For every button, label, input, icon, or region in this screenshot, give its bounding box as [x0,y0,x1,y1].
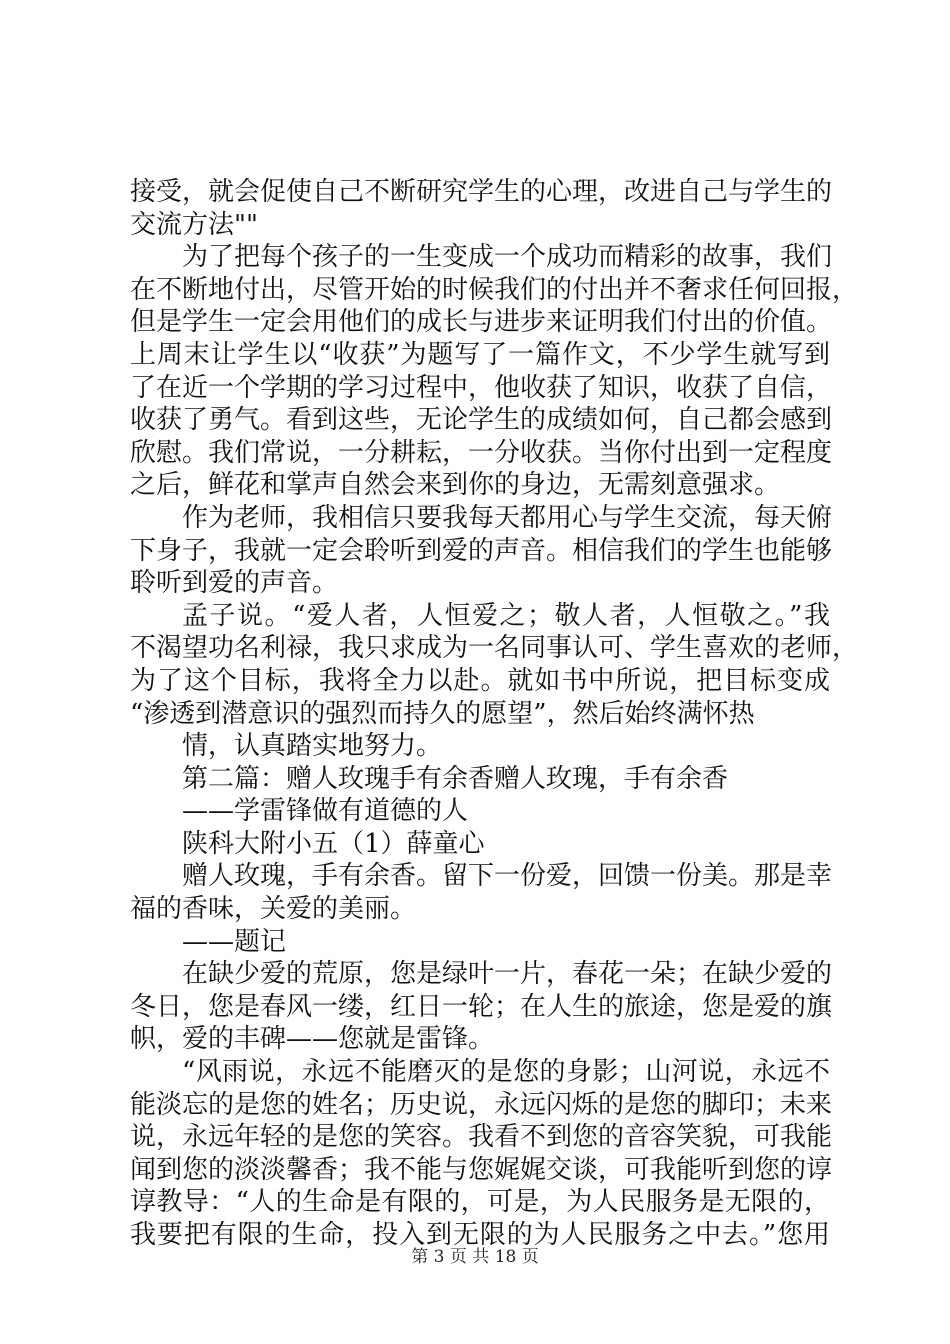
text-line: 闻到您的淡淡馨香；我不能与您娓娓交谈，可我能听到您的谆 [130,1154,833,1185]
body-text [130,176,859,1252]
text-line: 冬日，您是春风一缕，红日一轮；在人生的旅途，您是爱的旗 [130,991,833,1022]
page-footer: 第 3 页 共 18 页 [411,1247,539,1267]
text-line: 上周末让学生以“收获”为题写了一篇作文，不少学生就写到 [130,339,830,370]
text-line: 交流方法"" [130,209,258,240]
text-line: 赠人玫瑰，手有余香。留下一份爱，回馈一份美。那是幸 [182,861,833,892]
text-line: 不渴望功名利禄，我只求成为一名同事认可、学生喜欢的老师， [130,633,859,664]
text-line: 聆听到爱的声音。 [130,568,339,599]
text-line: 第二篇：赠人玫瑰手有余香赠人玫瑰，手有余香 [182,763,729,794]
text-line: 为了把每个孩子的一生变成一个成功而精彩的故事，我们 [182,242,833,273]
text-line: 帜，爱的丰碑——您就是雷锋。 [130,1024,495,1055]
text-line: 福的香味，关爱的美丽。 [130,894,417,925]
text-line: 下身子，我就一定会聆听到爱的声音。相信我们的学生也能够 [130,535,833,566]
text-line: ——题记 [182,926,287,957]
text-line: 欣慰。我们常说，一分耕耘，一分收获。当你付出到一定程度 [130,437,833,468]
text-line: 陕科大附小五（1）薛童心 [182,828,485,859]
text-line: 但是学生一定会用他们的成长与进步来证明我们付出的价值。 [130,307,833,338]
text-line: 接受，就会促使自己不断研究学生的心理，改进自己与学生的 [130,177,833,207]
text-line: 谆教导：“人的生命是有限的，可是，为人民服务是无限的， [130,1187,830,1218]
text-line: 在缺少爱的荒原，您是绿叶一片，春花一朵；在缺少爱的 [182,959,833,990]
text-line: 作为老师，我相信只要我每天都用心与学生交流，每天俯 [182,502,833,533]
text-line: 能淡忘的是您的姓名；历史说，永远闪烁的是您的脚印；未来 [130,1089,833,1120]
text-line: “风雨说，永远不能磨灭的是您的身影；山河说，永远不 [182,1057,830,1088]
text-line: 我要把有限的生命，投入到无限的为人民服务之中去。”您用 [130,1220,830,1250]
text-line: ——学雷锋做有道德的人 [182,796,469,827]
text-line: 了在近一个学期的学习过程中，他收获了知识，收获了自信， [130,372,833,403]
text-line: 在不断地付出，尽管开始的时候我们的付出并不奢求任何回报， [130,274,859,305]
text-line: 情，认真踏实地努力。 [182,731,443,762]
text-line: “渗透到潜意识的强烈而持久的愿望”，然后始终满怀热 [130,698,755,729]
text-line: 之后，鲜花和掌声自然会来到你的身边，无需刻意强求。 [130,470,781,501]
text-line: 为了这个目标，我将全力以赴。就如书中所说，把目标变成 [130,665,830,696]
text-line: 孟子说。“爱人者，人恒爱之；敬人者，人恒敬之。”我 [182,600,830,631]
text-line: 说，永远年轻的是您的笑容。我看不到您的音容笑貌，可我能 [130,1122,833,1153]
text-line: 收获了勇气。看到这些，无论学生的成绩如何，自己都会感到 [130,405,833,436]
